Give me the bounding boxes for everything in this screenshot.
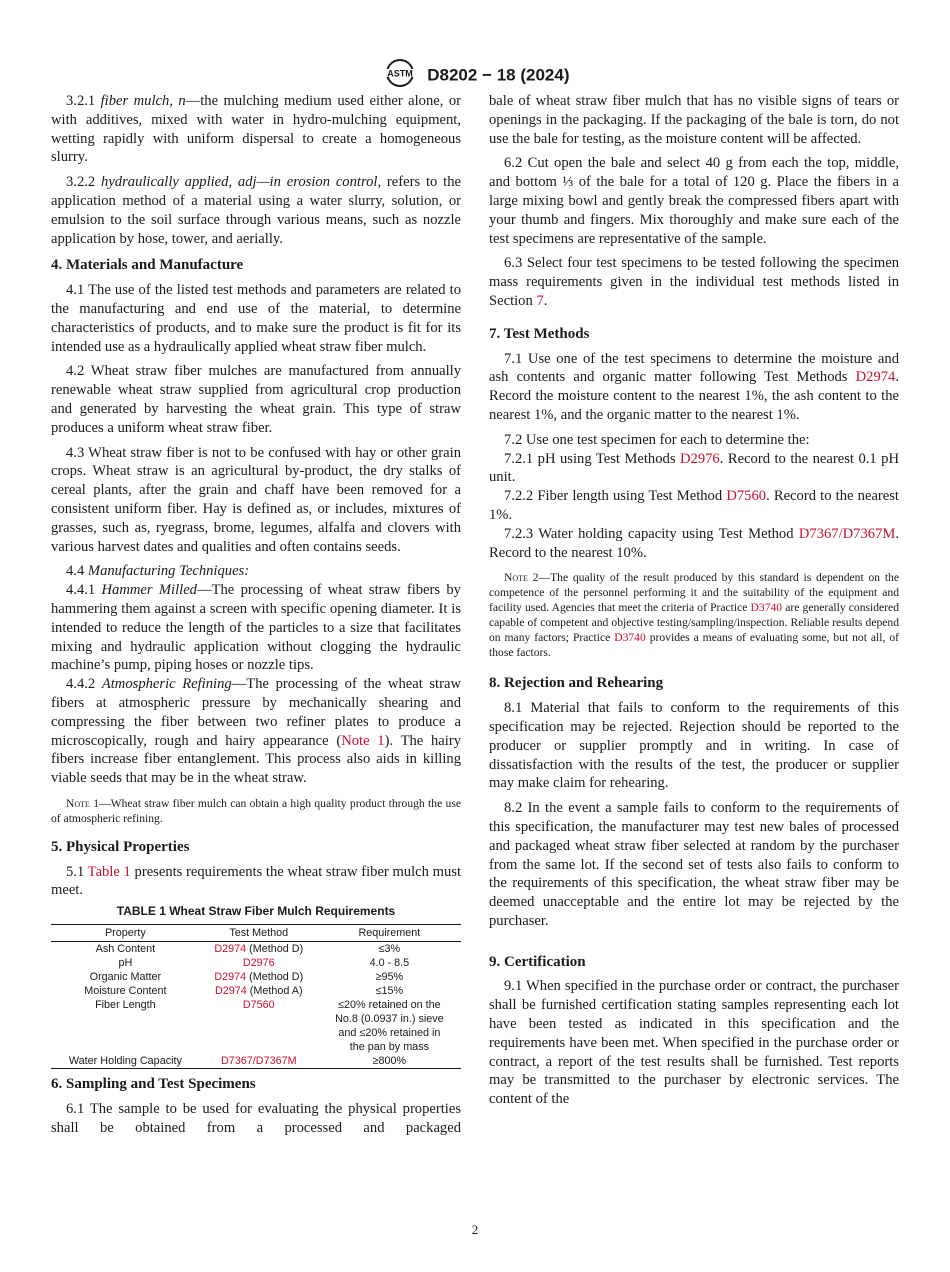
astm-logo-icon — [381, 58, 419, 93]
section-5-heading: 5. Physical Properties — [51, 838, 190, 855]
para-8-2: 8.2 In the event a sample fails to conform to the requirements of this specification, the manufacturer may test new bales of processed and packaged wheat straw fiber selected at random by the purchaser from the same lot. If the second set of tests also fails to conform to the requirements of this specification, the wheat straw fiber may be deemed unacceptable and the entire lot may be rejected by the purchaser. — [489, 800, 899, 929]
table-1-link[interactable]: Table 1 — [87, 863, 131, 880]
col-header-test-method: Test Method — [200, 925, 318, 942]
method-link[interactable]: D2974 — [214, 985, 247, 998]
d3740-link[interactable]: D3740 — [614, 631, 646, 645]
para-3-2-1: 3.2.1 fiber mulch, n—the mulching medium used either alone, or with additives, mixed with water in hydro-mulching equipment, wetting rapidly with uniform dispersal to create a homogeneous slurry. — [51, 93, 461, 166]
table-1-caption: TABLE 1 Wheat Straw Fiber Mulch Requirements — [116, 904, 396, 919]
note-1-link[interactable]: Note 1 — [341, 732, 385, 749]
para-7-2-3: 7.2.3 Water holding capacity using Test Method D7367/D7367M. Record to the nearest 10%. — [489, 525, 899, 561]
para-7-1: 7.1 Use one of the test specimens to determine the moisture and ash contents and organic matter following Test Methods D2974. Record the moisture content to the nearest 1%, the ash content to the nearest 1%, and the organic matter to the nearest 1%. — [489, 350, 899, 423]
section-7-link[interactable]: 7 — [536, 292, 544, 309]
table-row: Ash Content D2974 (Method D) ≤3% — [95, 943, 401, 956]
d3740-link[interactable]: D3740 — [750, 601, 783, 615]
section-4-heading: 4. Materials and Manufacture — [51, 257, 244, 274]
left-column — [51, 92, 461, 1143]
para-6-1-cont: bale of wheat straw fiber mulch that has no visible signs of tears or openings in the packaging. If the packaging of the bale is torn, do not use the bale for testing, as the moisture content will be affected. — [489, 93, 899, 147]
requirements-table — [51, 924, 461, 1069]
page-header — [0, 58, 950, 93]
para-7-2-2: 7.2.2 Fiber length using Test Method D7560. Record to the nearest 1%. — [489, 488, 899, 523]
d7560-link[interactable]: D7560 — [726, 488, 767, 505]
para-6-1-start: 6.1 The sample to be used for evaluating the physical properties shall be obtained from a processed and packaged — [51, 1100, 461, 1136]
para-6-2: 6.2 Cut open the bale and select 40 g from each the top, middle, and bottom ⅓ of the bale for a total of 120 g. Place the fibers in a large mixing bowl and gently break the compressed fibers apart with your thumb and fingers. Mix thoroughly and make sure each of the test specimens are representative of the sample. — [489, 155, 899, 247]
standard-code: D8202 − 18 (2024) — [427, 65, 570, 85]
note-1: Note 1—Wheat straw fiber mulch can obtain a high quality product through the use of atmospheric refining. — [51, 796, 461, 825]
section-9-heading: 9. Certification — [489, 953, 586, 970]
col-header-property: Property — [51, 925, 200, 942]
para-6-3: 6.3 Select four test specimens to be tested following the specimen mass requirements given in the individual test methods listed in Section 7. — [489, 255, 899, 309]
para-5-1: 5.1 Table 1 presents requirements the wheat straw fiber mulch must meet. — [51, 863, 461, 899]
para-4-4-2: 4.4.2 Atmospheric Refining—The processing of the wheat straw fibers at atmospheric pressure by mechanically shearing and compressing the fiber between two refiner plates to produce a microscopically, rough and hairy appearance (Note 1). The hairy fibers increase fiber entanglement. This process also aids in killing viable seeds that may be in the wheat straw. — [51, 676, 461, 787]
section-6-heading: 6. Sampling and Test Specimens — [51, 1076, 256, 1093]
section-7-heading: 7. Test Methods — [489, 325, 590, 342]
para-3-2-2: 3.2.2 hydraulically applied, adj—in erosion control, refers to the application method of a material using a water slurry, solution, or emulsion to the soil surface through various means, such as nozzle application by hose, tower, and aerially. — [51, 174, 461, 247]
logo-text: ASTM — [386, 68, 413, 79]
d2974-link[interactable]: D2974 — [855, 369, 896, 386]
para-4-4-1: 4.4.1 Hammer Milled—The processing of wheat straw fibers by hammering them against a screen with specific opening diameter. It is intended to reduce the length of the particles to a size that facilitates mixing and hydraulic application without clogging the hydraulic machine’s pump, piping hoses or nozzle tips. — [51, 582, 461, 674]
para-4-4: 4.4 Manufacturing Techniques: — [66, 563, 250, 580]
table-row: Organic Matter D2974 (Method D) ≥95% — [89, 971, 404, 984]
table-row: pH D2976 4.0 - 8.5 — [118, 957, 410, 970]
para-4-2: 4.2 Wheat straw fiber mulches are manufactured from annually renewable wheat straw supplied from agricultural crop production and generated by harvesting the wheat grain. This type of straw produces a uniform wheat straw fiber. — [51, 363, 461, 436]
method-link[interactable]: D7367/D7367M — [220, 1055, 297, 1068]
col-header-requirement: Requirement — [318, 925, 461, 942]
table-row: Moisture Content D2974 (Method A) ≤15% — [84, 985, 404, 998]
section-8-heading: 8. Rejection and Rehearing — [489, 675, 664, 692]
para-8-1: 8.1 Material that fails to conform to the requirements of this specification may be rejected. Rejection should be reported to the producer or supplier promptly and in writing. In case of dissatisfaction with the results of the test, the producer or supplier may make claim for rehearing. — [489, 700, 899, 792]
right-column — [489, 92, 899, 1115]
method-link[interactable]: D7560 — [242, 999, 275, 1012]
d7367-link[interactable]: D7367/D7367M — [798, 525, 896, 542]
para-9-1: 9.1 When specified in the purchase order or contract, the purchaser shall be furnished certification stating samples representing each lot have been tested as indicated in this specification and the requirements have been met. When specified in the purchase order or contract, a report of the test results shall be furnished. Test reports may be transmitted to the purchaser by electronic services. The content of the — [489, 978, 899, 1108]
para-7-2-1: 7.2.1 pH using Test Methods D2976. Record to the nearest 0.1 pH unit. — [489, 450, 900, 486]
method-link[interactable]: D2974 — [214, 971, 247, 984]
page-number: 2 — [471, 1222, 479, 1237]
method-link[interactable]: D2974 — [214, 943, 247, 956]
para-4-1: 4.1 The use of the listed test methods and parameters are related to the manufacturing and end use of the material, to determine characteristics of products, and to make sure the product is fit for its intended use as a hydraulically applied wheat straw fiber mulch. — [51, 282, 461, 355]
note-2: Note 2—The quality of the result produced by this standard is dependent on the competence of the personnel performing it and the suitability of the equipment and facility used. Agencies that meet the criteria of Practice D3740 are generally considered capable of competent and objective testing/sampling/inspection. Reliable results depend on many factors; Practice D3740 provides a means of evaluating some, but not all, of those factors. — [489, 571, 899, 660]
d2976-link[interactable]: D2976 — [680, 450, 720, 467]
method-link[interactable]: D2976 — [242, 957, 275, 970]
para-7-2: 7.2 Use one test specimen for each to determine the: — [504, 431, 810, 448]
para-4-3: 4.3 Wheat straw fiber is not to be confused with hay or other grain crops. Wheat straw is an agricultural by-product, the dry stalks of cereal plants, after the grain and chaff have been removed for a consistent uniform fiber. Hay is defined as, or includes, mixtures of grasses, such as, ryegrass, brome, legumes, alfalfa and clovers with various harvest dates and qualities and often contains seeds. — [51, 444, 461, 555]
table-row: Water Holding Capacity D7367/D7367M ≥800% — [51, 1054, 461, 1069]
table-row: Fiber Length D7560 ≤20% retained on the No.8 (0.0937 in.) sieve and ≤20% retained in the pan by mass — [95, 999, 444, 1054]
